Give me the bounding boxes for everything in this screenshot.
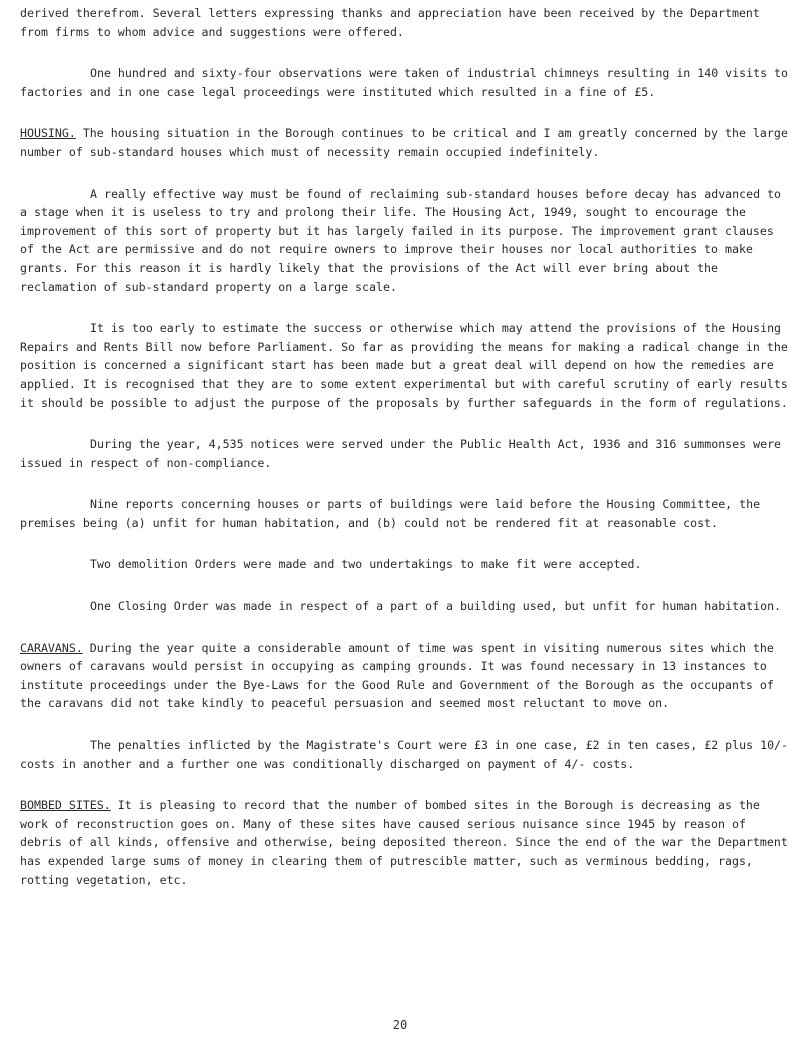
paragraph-text: The housing situation in the Borough continues to be critical and I am greatly concerned by the large number of sub-standard houses which must of necessity remain occupied indefinitely. (20, 126, 788, 159)
paragraph-demolition (20, 555, 790, 574)
paragraph-reclaiming (20, 185, 790, 297)
paragraph-closing-order (20, 597, 790, 616)
paragraph-text: It is too early to estimate the success or otherwise which may attend the provisions of the Housing Repairs and Rents Bill now before Parliament. So far as providing the means for making a radical change in the position is concerned a significant start has been made but a great deal will depend on how the remedies are applied. It is recognised that they are to some extent experimental but with careful scrutiny of early results it should be possible to adjust the purpose of the proposals by further safeguards in the form of regulations. (20, 321, 788, 410)
paragraph-text: One hundred and sixty-four observations were taken of industrial chimneys resulting in 140 visits to factories and in one case legal proceedings were instituted which resulted in a fine of £5. (20, 66, 789, 99)
paragraph-text: The penalties inflicted by the Magistrate's Court were £3 in one case, £2 in ten cases, £2 plus 10/- costs in another and a further one was conditionally discharged on payment of 4/- costs. (20, 738, 789, 771)
paragraph-text: Nine reports concerning houses or parts of buildings were laid before the Housing Committee, the premises being (a) unfit for human habitation, and (b) could not be rendered fit at reasonable cost. (20, 497, 761, 530)
paragraph-notices (20, 435, 790, 472)
page-number: 20 (392, 1018, 408, 1032)
paragraph-text: During the year, 4,535 notices were served under the Public Health Act, 1936 and 316 summonses were issued in respect of non-compliance. (20, 437, 782, 470)
paragraph-continuation (20, 4, 790, 41)
paragraph-text: derived therefrom. Several letters expressing thanks and appreciation have been received by the Department from firms to whom advice and suggestions were offered. (20, 6, 760, 39)
paragraph-penalties (20, 736, 790, 773)
paragraph-text: Two demolition Orders were made and two undertakings to make fit were accepted. (90, 557, 642, 572)
document-page (20, 4, 790, 889)
paragraph-caravans (20, 639, 790, 713)
paragraph-text: During the year quite a considerable amount of time was spent in visiting numerous sites which the owners of caravans would persist in occupying as camping grounds. It was found necessary in 13 instances to institute proceedings under the Bye-Laws for the Good Rule and Government of the Borough as the occupants of the caravans did not take kindly to peaceful persuasion and seemed most reluctant to move on. (20, 640, 774, 711)
paragraph-housing (20, 124, 790, 161)
paragraph-bombed-sites (20, 796, 790, 889)
paragraph-text: A really effective way must be found of reclaiming sub-standard houses before decay has advanced to a stage when it is useless to try and prolong their life. The Housing Act, 1949, sought to encourage the improvement of this sort of property but it has largely failed in its purpose. The improvement grant clauses of the Act are permissive and do not require owners to improve their houses nor local authorities to make grants. For this reason it is hardly likely that the provisions of the Act will ever bring about the reclamation of sub-standard property on a large scale. (20, 186, 782, 294)
paragraph-chimney-observations (20, 64, 790, 101)
section-heading-housing: HOUSING. (20, 126, 76, 141)
section-heading-bombed-sites: BOMBED SITES. (20, 798, 111, 813)
section-heading-caravans: CARAVANS. (20, 640, 83, 655)
paragraph-text: One Closing Order was made in respect of a part of a building used, but unfit for human habitation. (90, 599, 782, 614)
paragraph-reports (20, 495, 790, 532)
paragraph-text: It is pleasing to record that the number of bombed sites in the Borough is decreasing as the work of reconstruction goes on. Many of these sites have caused serious nuisance since 1945 by reason of debris of all kinds, offensive and otherwise, being deposited thereon. Since the end of the war the Department has expended large sums of money in clearing them of putrescible matter, such as verminous bedding, rags, rotting vegetation, etc. (20, 798, 788, 887)
paragraph-housing-bill (20, 319, 790, 412)
